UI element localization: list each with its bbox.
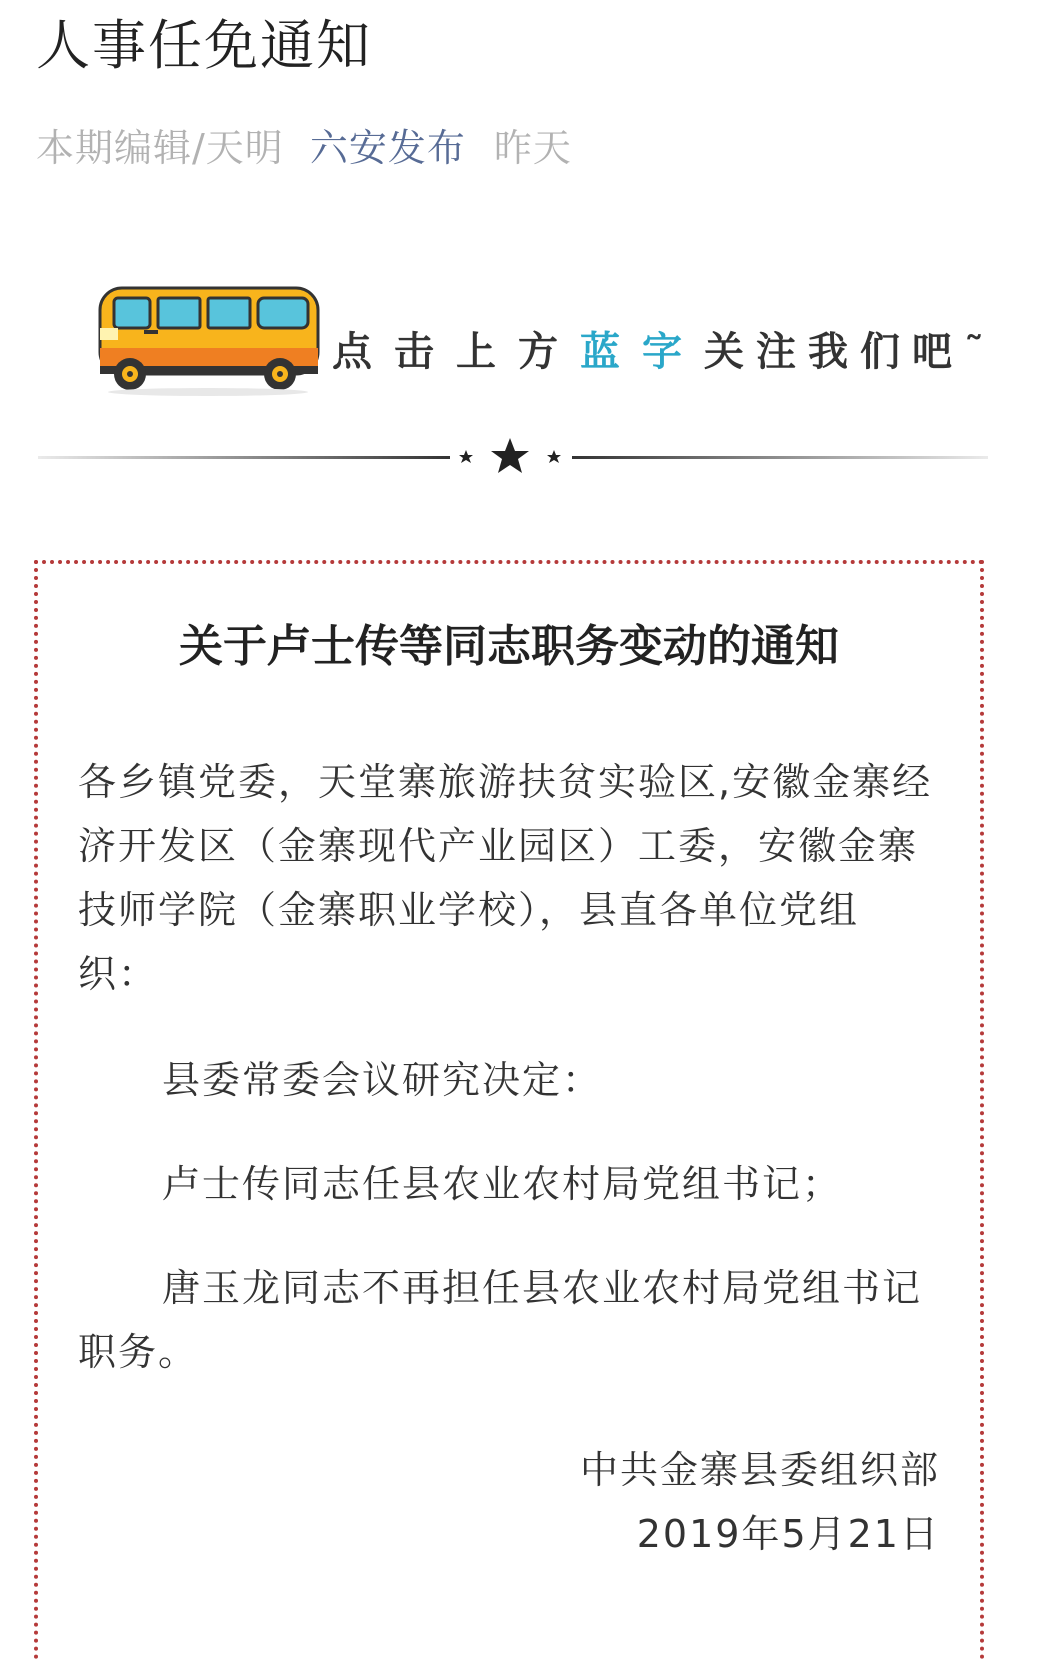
follow-text-2: 关注我们吧˜ bbox=[704, 328, 996, 375]
notice-title: 关于卢士传等同志职务变动的通知 bbox=[179, 621, 839, 672]
small-star-icon bbox=[459, 450, 473, 463]
notice-decision: 县委常委会议研究决定： bbox=[162, 1058, 603, 1102]
bus-icon bbox=[96, 282, 326, 397]
article-meta bbox=[36, 118, 572, 178]
follow-text-1: 点击上方 bbox=[332, 328, 580, 375]
follow-prompt bbox=[332, 308, 996, 388]
publish-date: 昨天 bbox=[493, 126, 572, 170]
follow-banner bbox=[96, 282, 996, 412]
author-label: 本期编辑/天明 bbox=[36, 126, 284, 170]
small-star-icon bbox=[547, 450, 561, 463]
signature-organization: 中共金寨县委组织部 bbox=[579, 1448, 940, 1492]
notice-removal: 唐玉龙同志不再担任县农业农村局党组书记职务。 bbox=[78, 1266, 923, 1374]
notice-salutation: 各乡镇党委，天堂寨旅游扶贫实验区,安徽金寨经济开发区（金寨现代产业园区）工委，安徽金寨技师学院（金寨职业学校），县直各单位党组织： bbox=[78, 760, 933, 996]
follow-text-highlight: 蓝字 bbox=[580, 328, 704, 375]
star-icon bbox=[491, 438, 529, 473]
article-title: 人事任免通知 bbox=[36, 14, 372, 77]
notice-appointment: 卢士传同志任县农业农村局党组书记； bbox=[162, 1162, 843, 1206]
account-link[interactable]: 六安发布 bbox=[309, 126, 466, 170]
star-divider bbox=[38, 432, 988, 482]
signature-date: 2019年5月21日 bbox=[636, 1512, 940, 1556]
